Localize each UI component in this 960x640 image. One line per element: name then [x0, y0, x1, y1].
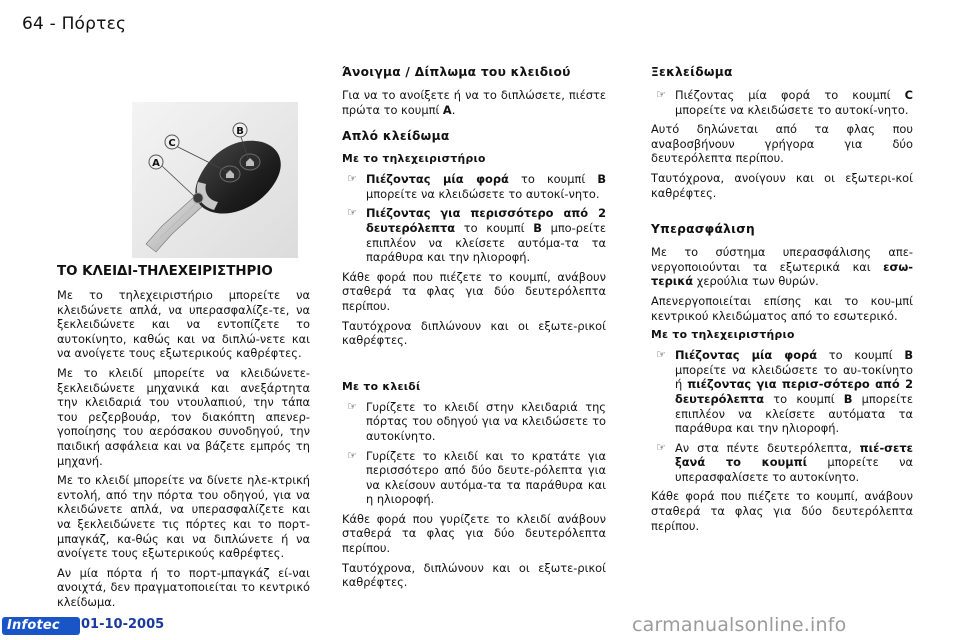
paragraph: Με το κλειδί μπορείτε να δίνετε ηλε-κτρική εντολή, από την πόρτα του οδηγού, για να κλειδώνετε απλά, να υπερασφαλίζετε και να ξεκλειδώνετε τις πόρτες και το πορτ-μπαγκάζ, κα-θώς και να διπλώνετε ή να ανοίγετε τους εξωτερικούς καθρέφτες.: [57, 473, 310, 561]
paragraph: Κάθε φορά που γυρίζετε το κλειδί ανάβουν σταθερά τα φλας για δύο δευτερόλεπτα περίπου.: [342, 511, 606, 556]
bullet-item: ☞ Γυρίζετε το κλειδί και το κρατάτε για περισσότερο από δύο δευτε-ρόλεπτα για να κλείσουν αυτόμα-τα τα παράθυρα και η ηλιοροφή.: [342, 449, 606, 507]
left-column: [57, 264, 310, 614]
footer-date: 01-10-2005: [81, 617, 165, 632]
paragraph: Κάθε φορά που πιέζετε το κουμπί, ανάβουν σταθερά τα φλας για δύο δευτερόλεπτα περίπου.: [651, 489, 913, 533]
label-a: A: [152, 158, 160, 169]
paragraph: Απενεργοποιείται επίσης και το κου-μπί κεντρικού κλειδώματος από το εσωτερικό.: [651, 293, 913, 323]
subheading-key: Με το κλειδί: [342, 379, 421, 393]
right-column: [651, 65, 913, 538]
paragraph: Κάθε φορά που πιέζετε το κουμπί, ανάβουν σταθερά τα φλας για δύο δευτερόλεπτα περίπου.: [342, 269, 606, 313]
paragraph: Αν μία πόρτα ή το πορτ-μπαγκάζ εί-ναι ανοιχτά, δεν πραγματοποιείται το κεντρικό κλείδωμα.: [57, 565, 310, 609]
section-heading-remote-key: ΤΟ ΚΛΕΙΔΙ-ΤΗΛΕΧΕΙΡΙΣΤΗΡΙΟ: [57, 264, 273, 279]
bullet-item: ☞ Γυρίζετε το κλειδί στην κλειδαριά της πόρτας του οδηγού για να κλειδώσετε το αυτοκίνητο.: [342, 400, 606, 444]
paragraph: Με το σύστημα υπερασφάλισης απε-νεργοποιούνται τα εξωτερικά και εσω-τερικά χερούλια των θυρών.: [651, 245, 913, 289]
paragraph: Για να το ανοίξετε ή να το διπλώσετε, πιέστε πρώτα το κουμπί A.: [342, 88, 606, 117]
pointing-hand-icon: ☞: [347, 206, 357, 220]
label-c: C: [168, 138, 176, 149]
pointing-hand-icon: ☞: [347, 399, 357, 413]
subheading-remote: Με το τηλεχειριστήριο: [651, 328, 795, 342]
paragraph: Με το τηλεχειριστήριο μπορείτε να κλειδώνετε απλά, να υπερασφαλίζε-τε, να ξεκλειδώνετε και να εντοπίζετε το αυτοκίνητο, καθώς και να διπλώ-νετε και να ανοίγετε τους εξωτερικούς καθρέφτες.: [57, 288, 310, 361]
bullet-item: ☞ Πιέζοντας για περισσότερο από 2 δευτερόλεπτα το κουμπί B μπο-ρείτε επιπλέον να κλείσετε αυτόμα-τα τα παράθυρα και την ηλιοροφή.: [342, 206, 606, 264]
section-heading-opening: Άνοιγμα / Δίπλωμα του κλειδιού: [342, 65, 571, 79]
section-heading-unlock: Ξεκλείδωμα: [651, 65, 733, 79]
pointing-hand-icon: ☞: [347, 448, 357, 462]
middle-column: [342, 65, 606, 595]
watermark: carmanualsonline.info: [632, 614, 847, 636]
page-title: 64 - Πόρτες: [22, 14, 127, 34]
remote-key-illustration: [132, 102, 298, 258]
pointing-hand-icon: ☞: [347, 172, 357, 186]
paragraph: Αυτό δηλώνεται από τα φλας που αναβοσβήνουν γρήγορα για δύο δευτερόλεπτα περίπου.: [651, 122, 913, 166]
section-heading-deadlock: Υπερασφάλιση: [651, 222, 755, 237]
section-heading-simple-lock: Απλό κλείδωμα: [342, 129, 450, 144]
pointing-hand-icon: ☞: [656, 440, 666, 454]
bullet-item: ☞ Πιέζοντας μία φορά το κουμπί B μπορείτε να κλειδώσετε το αυ-τοκίνητο ή πιέζοντας για περισ-σότερο από 2 δευτερόλεπτα το κουμπί B μπορείτε επιπλέον να κλείσετε αυτόματα τα παράθυρα και την ηλιοροφή.: [651, 348, 913, 436]
pointing-hand-icon: ☞: [656, 348, 666, 362]
label-b: B: [236, 126, 244, 137]
subheading-remote: Με το τηλεχειριστήριο: [342, 152, 486, 166]
bullet-item: ☞ Πιέζοντας μία φορά το κουμπί B μπορείτε να κλειδώσετε το αυτοκί-νητο.: [342, 172, 606, 201]
paragraph: Ταυτόχρονα, ανοίγουν και οι εξωτερι-κοί καθρέφτες.: [651, 170, 913, 200]
paragraph: Ταυτόχρονα, διπλώνουν και οι εξωτε-ρικοί καθρέφτες.: [342, 560, 606, 590]
paragraph: Με το κλειδί μπορείτε να κλειδώνετε-ξεκλειδώνετε μηχανικά και ανεξάρτητα την κλειδαριά του ντουλαπιού, την τάπα του ρεζερβουάρ, τον διακόπτη απενερ-γοποίησης του αερόσακου συνοδηγού, την παιδική ασφάλεια και να βάζετε εμπρός τη μηχανή.: [57, 365, 310, 468]
infotec-logo: Infotec: [2, 617, 80, 635]
pointing-hand-icon: ☞: [656, 88, 666, 101]
remote-key-photo: [132, 102, 298, 258]
bullet-item: ☞ Πιέζοντας μία φορά το κουμπί C μπορείτε να κλειδώσετε το αυτοκί-νητο.: [651, 88, 913, 117]
bullet-item: ☞ Αν στα πέντε δευτερόλεπτα, πιέ-σετε ξανά το κουμπί μπορείτε να υπερασφαλίσετε το αυτοκίνητο.: [651, 441, 913, 485]
paragraph: Ταυτόχρονα διπλώνουν και οι εξωτε-ρικοί καθρέφτες.: [342, 318, 606, 348]
